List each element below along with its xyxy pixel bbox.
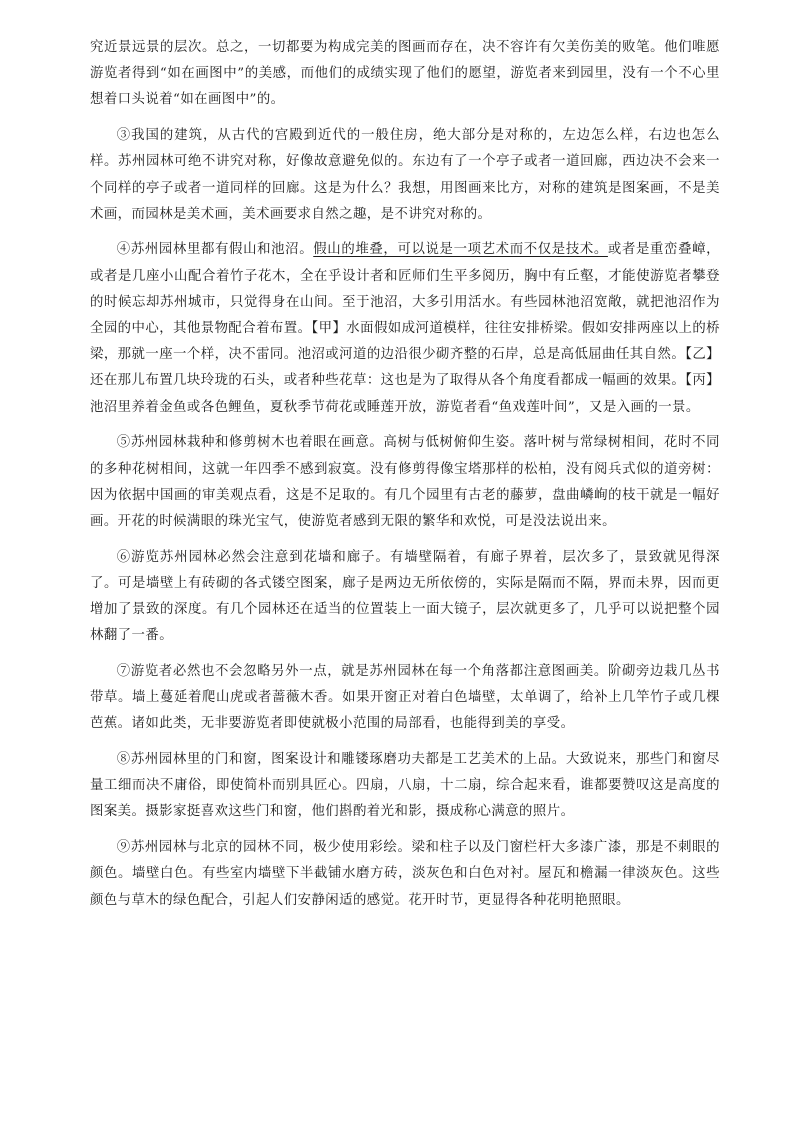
paragraph-text: ④苏州园林里都有假山和池沼。 (116, 242, 314, 258)
paragraph-text: ⑤苏州园林栽种和修剪树木也着眼在画意。高树与低树俯仰生姿。落叶树与常绿树相间，花时不同的多种花树相间，这就一年四季不感到寂寞。没有修剪得像宝塔那样的松柏，没有阅兵式似的道旁树：因为依据中国画的审美观点看，这是不足取的。有几个园里有古老的藤萝，盘曲嶙峋的枝干就是一幅好画。开花的时候满眼的珠光宝气，使游览者感到无限的繁华和欢悦，可是没法说出来。 (90, 435, 720, 529)
paragraph-text: ③我国的建筑，从古代的宫殿到近代的一般住房，绝大部分是对称的，左边怎么样，右边也怎么样。苏州园林可绝不讲究对称，好像故意避免似的。东边有了一个亭子或者一道回廊，西边决不会来一个同样的亭子或者一道同样的回廊。这是为什么？我想，用图画来比方，对称的建筑是图案画，不是美术画，而园林是美术画，美术画要求自然之趣，是不讲究对称的。 (90, 128, 720, 222)
underlined-sentence: 假山的堆叠，可以说是一项艺术而不仅是技术。 (313, 242, 608, 258)
paragraph-text: ⑨苏州园林与北京的园林不同，极少使用彩绘。梁和柱子以及门窗栏杆大多漆广漆，那是不刺眼的颜色。墙壁白色。有些室内墙壁下半截铺水磨方砖，淡灰色和白色对衬。屋瓦和檐漏一律淡灰色。这些颜色与草木的绿色配合，引起人们安静闲适的感觉。花开时节，更显得各种花明艳照眼。 (90, 840, 720, 908)
paragraph-text: 究近景远景的层次。总之，一切都要为构成完美的图画而存在，决不容许有欠美伤美的败笔。他们唯愿游览者得到“如在画图中”的美感，而他们的成绩实现了他们的愿望，游览者来到园里，没有一个不心里想着口头说着“如在画图中”的。 (90, 40, 720, 108)
paragraph-text: ⑦游览者必然也不会忽略另外一点，就是苏州园林在每一个角落都注意图画美。阶砌旁边栽几丛书带草。墙上蔓延着爬山虎或者蔷薇木香。如果开窗正对着白色墙壁，太单调了，给补上几竿竹子或几棵芭蕉。诸如此类，无非要游览者即使就极小范围的局部看，也能得到美的享受。 (90, 663, 720, 732)
paragraph-5 (90, 430, 720, 535)
paragraph-7 (90, 659, 720, 738)
paragraph-text: ⑥游览苏州园林必然会注意到花墙和廊子。有墙壁隔着，有廊子界着，层次多了，景致就见得深了。可是墙壁上有砖砌的各式镂空图案，廊子是两边无所依傍的，实际是隔而不隔，界而未界，因而更增加了景致的深度。有几个园林还在适当的位置装上一面大镜子，层次就更多了，几乎可以说把整个园林翻了一番。 (90, 549, 720, 644)
paragraph-continuation (90, 35, 720, 114)
paragraph-4 (90, 237, 720, 420)
document-body (90, 35, 720, 923)
paragraph-9 (90, 835, 720, 914)
paragraph-3 (90, 123, 720, 228)
paragraph-text: ⑧苏州园林里的门和窗，图案设计和雕镂琢磨功夫都是工艺美术的上品。大致说来，那些门和窗尽量工细而决不庸俗，即使简朴而别具匠心。四扇，八扇，十二扇，综合起来看，谁都要赞叹这是高度的图案美。摄影家挺喜欢这些门和窗，他们斟酌着光和影，摄成称心满意的照片。 (90, 752, 720, 820)
paragraph-6 (90, 545, 720, 650)
paragraph-text: 或者是重峦叠嶂，或者是几座小山配合着竹子花木，全在乎设计者和匠师们生平多阅历，胸中有丘壑，才能使游览者攀登的时候忘却苏州城市，只觉得身在山间。至于池沼，大多引用活水。有些园林池沼宽敞，就把池沼作为全园的中心，其他景物配合着布置。【甲】水面假如成河道模样，往往安排桥梁。假如安排两座以上的桥梁，那就一座一个样，决不雷同。池沼或河道的边沿很少砌齐整的石岸，总是高低屈曲任其自然。【乙】还在那儿布置几块玲珑的石头，或者种些花草：这也是为了取得从各个角度看都成一幅画的效果。【丙】池沼里养着金鱼或各色鲤鱼，夏秋季节荷花或睡莲开放，游览者看“鱼戏莲叶间”，又是入画的一景。 (90, 242, 720, 415)
paragraph-8 (90, 747, 720, 826)
